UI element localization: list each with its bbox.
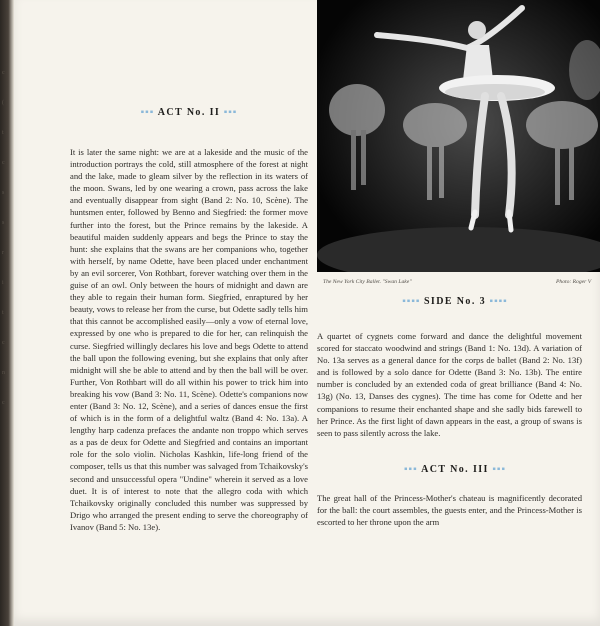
margin-letter: t — [2, 310, 4, 316]
margin-letter: c — [2, 340, 5, 346]
act-3-heading — [340, 464, 570, 475]
margin-letter: s — [2, 220, 5, 226]
margin-letter: c — [2, 70, 5, 76]
margin-letter: n — [2, 370, 5, 376]
margin-letters — [2, 70, 10, 430]
heading-ornament-left: ▪▪▪ — [140, 107, 158, 118]
margin-letter: s — [2, 190, 5, 196]
act-2-column — [70, 146, 308, 533]
heading-ornament-left: ▪▪▪▪ — [402, 296, 424, 307]
page-edge — [0, 0, 14, 626]
margin-letter: t — [2, 130, 4, 136]
ballet-photo-image — [317, 0, 600, 272]
heading-ornament-left: ▪▪▪ — [403, 464, 422, 475]
photo-credit: Photo: Roger V — [556, 279, 592, 285]
side-3-heading — [340, 296, 570, 307]
act-2-heading-text: ACT No. II — [157, 107, 221, 118]
photo-caption: The New York City Ballet. "Swan Lake" — [323, 279, 412, 285]
act-3-column — [317, 492, 582, 528]
act-2-heading — [78, 107, 300, 118]
act-3-text: The great hall of the Princess-Mother's chateau is magnificently decorated for the ball: the court assembles, the guests enter, and the Princess-Mother is escorted to her throne upon the arm — [317, 493, 582, 528]
side-3-column — [317, 330, 582, 439]
side-3-heading-text: SIDE No. 3 — [423, 296, 487, 307]
margin-letter: i — [2, 280, 4, 286]
margin-letter: c — [2, 160, 5, 166]
heading-ornament-right: ▪▪▪▪ — [486, 296, 508, 307]
ballet-photo — [317, 0, 600, 272]
heading-ornament-right: ▪▪▪ — [220, 107, 238, 118]
heading-ornament-right: ▪▪▪ — [488, 464, 506, 475]
margin-letter: ( — [2, 100, 4, 106]
act-2-text: It is later the same night: we are at a lakeside and the music of the introduction portrays the cold, still atmosphere of the forest at night and the lake, made to gleam silver by the reflection in its waters of the moon. Swans, led by one wearing a crown, pass across the lake and eventually disappear from sight (Band 2: No. 10, Scène). The huntsmen enter, followed by Benno and Siegfried: the former move further into the forest, but the Prince remains by the lakeside. A beautiful maiden suddenly appears and begs the Prince to stay the hunt: she explains that the swans are her companions who, together with herself, by name Odette, have been placed under enchantment by an evil sorcerer, Von Rothbart, forever watching over them in the guise of an owl. Only between the hours of midnight and dawn are they able to regain their human form. Siegfried, enraptured by her beauty, vows to release her from the curse, but Odette sadly tells him that this cannot be accomplished easily—only a vow of eternal love, expressed by one who is prepared to die for her, can relinquish the curse. Siegfried willingly declares his love and begs Odette to attend the ball upon the following evening, but she explains that only after midnight will she be able to attend and by then the ball will be over. Further, Von Rothbart will do all within his power to trick him into breaking his vow (Band 3: No. 11, Scène). Odette's companions now enter (Band 3: No. 12, Scène), and a series of dances ensue the first of which is in the form of a delightful waltz (Band 4: No. 13a). A lengthy harp cadenza prefaces the andante non troppo which serves as a pas de deux for Odette and Siegfried and contains an important role for the solo violin. Nicholas Kashkin, life-long friend of the composer, tells us that this number was salvaged from Tchaikovsky's second and unsuccessful opera "Undine" wherein it served as a love duet. It is of interest to note that the allegro coda with which Tchaikovsky originally concluded this number was suppressed by Drigo who arranged the present ending to serve the choreography of Ivanov (Band 5: No. 13e). — [70, 147, 308, 532]
margin-letter: r — [2, 250, 4, 256]
side-3-text: A quartet of cygnets come forward and dance the delightful movement scored for staccato woodwind and strings (Band 1: No. 13d). A variation of No. 13a serves as a general dance for the corps de ballet (Band 2: No. 13f) and is followed by a solo dance for Odette (Band 3: No. 13b). The entire number is concluded by an extended coda of great brilliance (Band 4: No. 13g) (No. 13, Danses des cygnes). The time has come for Odette and her companions to resume their enchanted shape and she sadly bids farewell to her Prince. As the first light of dawn appears in the east, a group of swans is seen to pass silently across the lake. — [317, 331, 582, 438]
margin-letter: c — [2, 400, 5, 406]
act-3-heading-text: ACT No. III — [421, 464, 489, 475]
